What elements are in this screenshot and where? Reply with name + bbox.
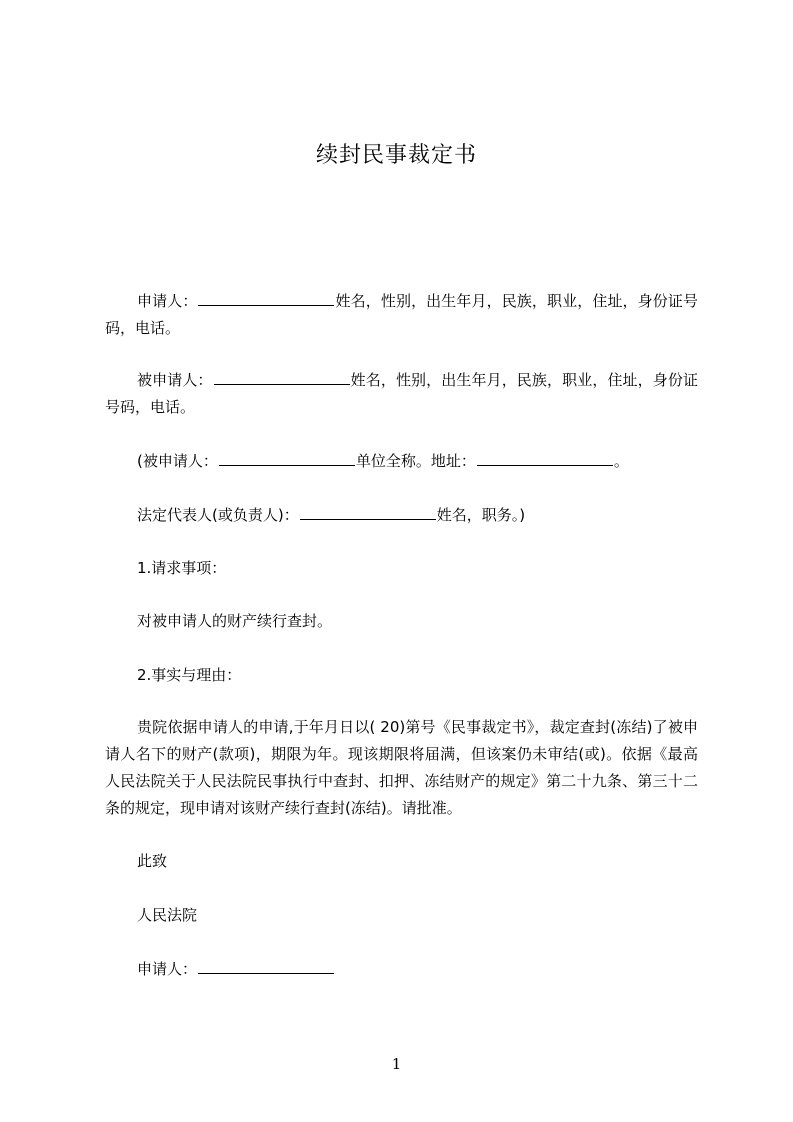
section2-heading: 2.事实与理由： [137,666,242,684]
applicant-label: 申请人： [137,292,198,310]
document-title: 续封民事裁定书 [315,143,477,168]
legal-rep-note: 姓名，职务。) [436,506,526,524]
legal-rep-paragraph [105,502,698,529]
section2-body: 贵院依据申请人的申请,于年月日以( 20)第号《民事裁定书》，裁定查封(冻结)了被申请人名下的财产(款项)，期限为年。现该期限将届满，但该案仍未审结(或)。依据《最高人民法院关于人民法院民事执行中查封、扣押、冻结财产的规定》第二十九条、第三十二条的规定，现申请对该财产续行查封(冻结)。请批准。 [105,718,698,817]
page-number: 1 [391,1055,402,1073]
closing-salutation: 此致 [137,852,168,870]
respondent-org-paragraph [105,448,698,475]
section1-heading: 1.请求事项： [137,559,227,577]
respondent-org-note-a: 单位全称。地址： [355,452,476,470]
applicant-paragraph [105,288,698,342]
section1-body: 对被申请人的财产续行查封。 [137,612,333,630]
legal-rep-name-blank [300,504,436,520]
respondent-org-label: (被申请人： [137,452,218,470]
applicant-note: 姓名，性别，出生年月，民族，职业，住址，身份证号码，电话。 [105,292,698,337]
signature-label: 申请人： [137,960,198,978]
applicant-name-blank [198,290,334,306]
respondent-label: 被申请人： [137,371,213,389]
signature-blank [198,958,334,974]
closing-court: 人民法院 [137,906,198,924]
legal-rep-label: 法定代表人(或负责人)： [137,506,299,524]
respondent-name-blank [214,369,350,385]
respondent-org-address-blank [477,450,613,466]
signature-line [105,956,698,983]
respondent-org-note-b: 。 [613,452,629,470]
respondent-note: 姓名，性别，出生年月，民族，职业，住址，身份证号码，电话。 [105,371,698,416]
respondent-org-name-blank [219,450,355,466]
respondent-paragraph [105,367,698,421]
